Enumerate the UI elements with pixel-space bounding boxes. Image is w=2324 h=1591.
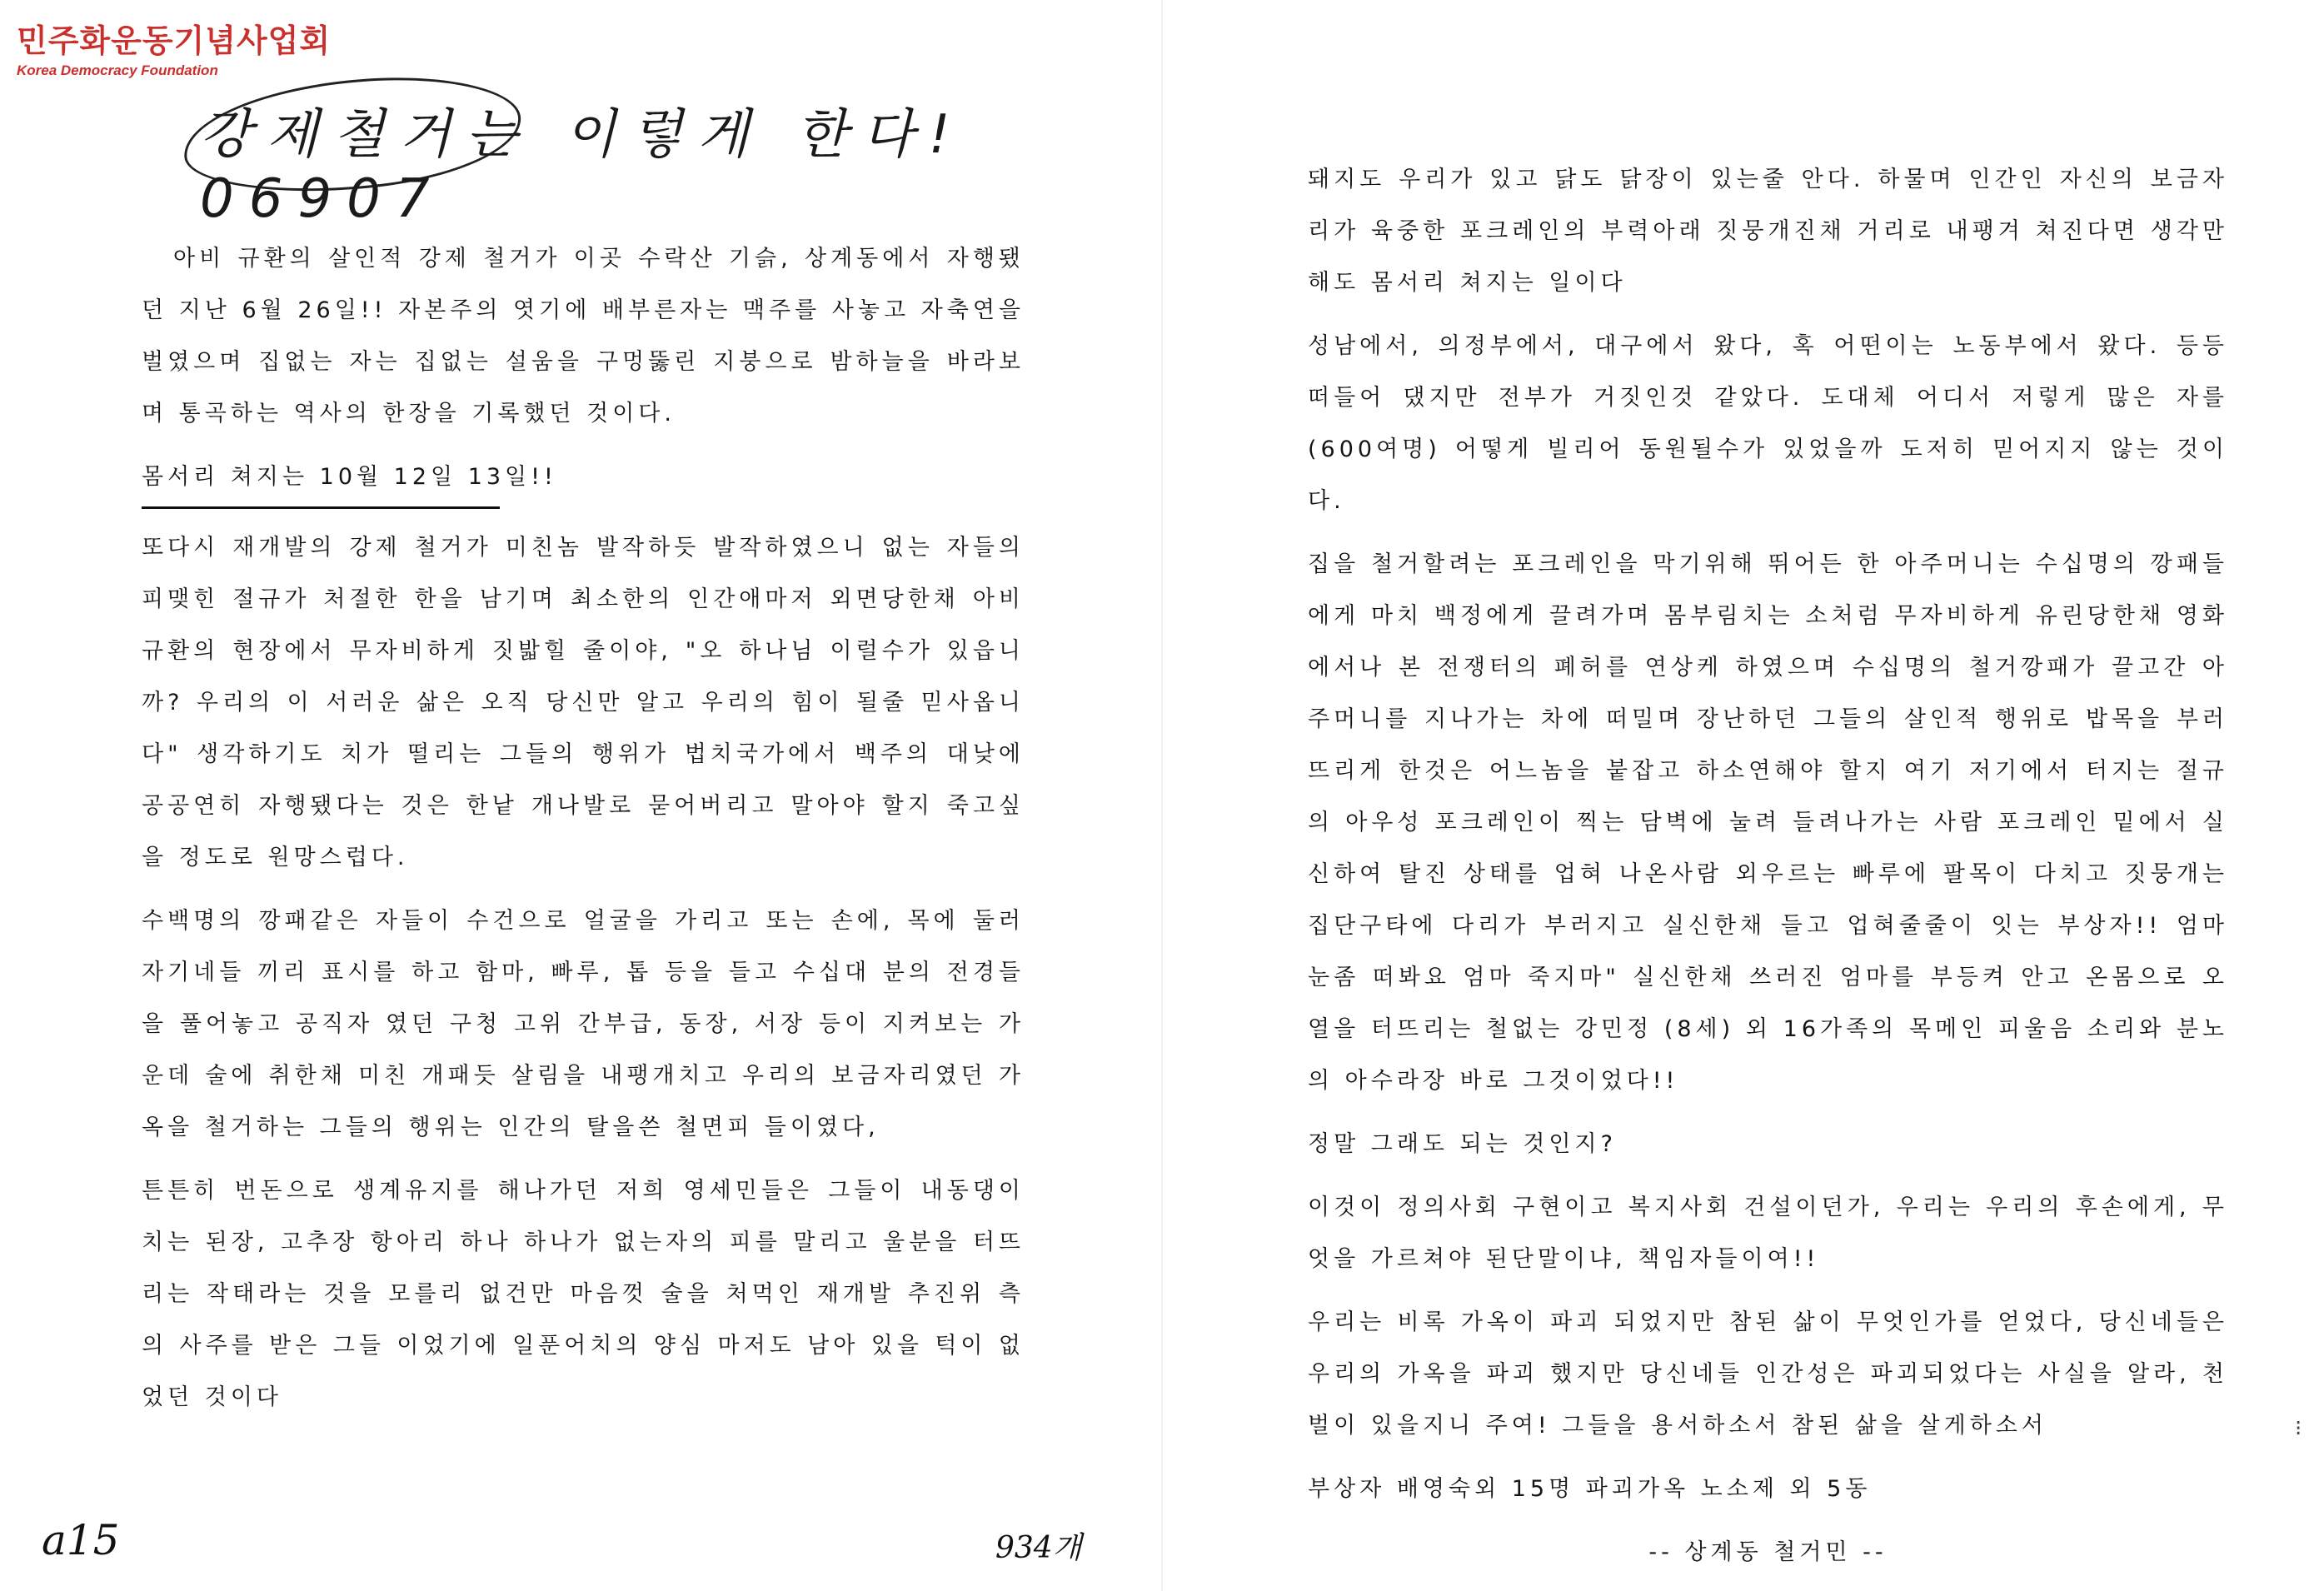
paragraph: 성남에서, 의정부에서, 대구에서 왔다, 혹 어떤이는 노동부에서 왔다. 등등 떠들어 댔지만 전부가 거짓인것 같았다. 도대체 어디서 저렇게 많은 자를 (600여명) 어떻게 빌리어 동원될수가 있었을까 도저히 믿어지지 않는 것이다. [1308, 333, 2228, 514]
paragraph: 튼튼히 번돈으로 생계유지를 해나가던 저희 영세민들은 그들이 내동댕이 치는 된장, 고추장 항아리 하나 하나가 없는자의 피를 말리고 울분을 터뜨리는 작태라는 것을 모를리 없건만 마음껏 술을 처먹인 재개발 추진위 측의 사주를 받은 그들 이었기에 일푼어치의 양심 마저도 남아 있을 턱이 없었던 것이다 [142, 1178, 1025, 1410]
question-line: 정말 그래도 되는 것인지? [1308, 1131, 1617, 1157]
paragraph: 또다시 재개발의 강제 철거가 미친놈 발작하듯 발작하였으니 없는 자들의 피맺힌 절규가 처절한 한을 남기며 최소한의 인간애마저 외면당한채 아비규환의 현장에서 무자비하게 짓밟힐 줄이야, "오 하나님 이럴수가 있읍니까? 우리의 이 서러운 삶은 오직 당신만 알고 우리의 힘이 될줄 믿사옵니다" 생각하기도 치가 떨리는 그들의 행위가 법치국가에서 백주의 대낮에 공공연히 자행됐다는 것은 한낱 개나발로 묻어버리고 말아야 할지 죽고싶을 정도로 원망스럽다. [142, 535, 1025, 870]
paragraph: 우리는 비록 가옥이 파괴 되었지만 참된 삶이 무엇인가를 얻었다, 당신네들은 우리의 가옥을 파괴 했지만 당신네들 인간성은 파괴되었다는 사실을 알라, 천벌이 있을지니 주여! 그들을 용서하소서 참된 삶을 살게하소서 [1308, 1309, 2228, 1439]
paragraph: 집을 철거할려는 포크레인을 막기위해 뛰어든 한 아주머니는 수십명의 깡패들에게 마치 백정에게 끌려가며 몸부림치는 소처럼 무자비하게 유린당한채 영화에서나 본 전쟁터의 폐허를 연상케 하였으며 수십명의 철거깡패가 끌고간 아주머니를 지나가는 차에 떠밀며 장난하던 그들의 살인적 행위로 밥목을 부러뜨리게 한것은 어느놈을 붙잡고 하소연해야 할지 여기 저기에서 터지는 절규의 아우성 포크레인이 찍는 담벽에 눌려 들려나가는 사람 포크레인 밑에서 실신하여 탈진 상태를 업혀 나온사람 외우르는 빠루에 팔목이 다치고 짓뭉개는 집단구타에 다리가 부러지고 실신한채 들고 업혀줄줄이 잇는 부상자!! 엄마 눈좀 떠봐요 엄마 죽지마" 실신한채 쓰러진 엄마를 부등켜 안고 온몸으로 오열을 터뜨리는 철없는 강민정 (8세) 외 16가족의 목메인 피울음 소리와 분노의 아수라장 바로 그것이었다!! [1308, 551, 2228, 1094]
watermark-korean: 민주화운동기념사업회 [17, 22, 332, 59]
watermark-english: Korea Democracy Foundation [17, 62, 218, 78]
left-body-text [142, 233, 1025, 1435]
paragraph: 수백명의 깡패같은 자들이 수건으로 얼굴을 가리고 또는 손에, 목에 둘러 자기네들 끼리 표시를 하고 함마, 빠루, 톱 등을 들고 수십대 분의 전경들을 풀어놓고 공직자 였던 구청 고위 간부급, 동장, 서장 등이 지켜보는 가운데 술에 취한채 미친 개패듯 살림을 내팽개치고 우리의 보금자리였던 가옥을 철거하는 그들의 행위는 인간의 탈을쓴 철면피 들이였다, [142, 908, 1025, 1140]
edge-mark: ⁝ [2295, 1416, 2302, 1441]
paragraph: 아비 규환의 살인적 강제 철거가 이곳 수락산 기슭, 상계동에서 자행됐던 지난 6월 26일!! 자본주의 엿기에 배부른자는 맥주를 사놓고 자축연을 벌였으며 집없는 자는 집없는 설움을 구멍뚫린 지붕으로 밤하늘을 바라보며 통곡하는 역사의 한장을 기록했던 것이다. [142, 246, 1025, 426]
signature: -- 상계동 철거민 -- [1648, 1539, 1888, 1565]
paragraph: 이것이 정의사회 구현이고 복지사회 건설이던가, 우리는 우리의 후손에게, 무엇을 가르쳐야 된단말이냐, 책임자들이여!! [1308, 1194, 2228, 1272]
right-body-text [1308, 154, 2228, 1579]
page-number: a15 [42, 1516, 120, 1564]
dated-heading: 몸서리 쳐지는 10월 12일 13일!! [142, 464, 557, 490]
underline-rule [142, 506, 500, 509]
document-title: 강제철거는 이렇게 한다! 06907 [200, 104, 965, 230]
casualty-summary: 부상자 배영숙외 15명 파괴가옥 노소제 외 5동 [1308, 1476, 1872, 1502]
paragraph: 돼지도 우리가 있고 닭도 닭장이 있는줄 안다. 하물며 인간인 자신의 보금자리가 육중한 포크레인의 부력아래 짓뭉개진채 거리로 내팽겨 쳐진다면 생각만해도 몸서리 쳐지는 일이다 [1308, 167, 2228, 296]
bottom-handwritten-mark: 934개 [995, 1531, 1082, 1565]
title-area [200, 92, 1162, 230]
